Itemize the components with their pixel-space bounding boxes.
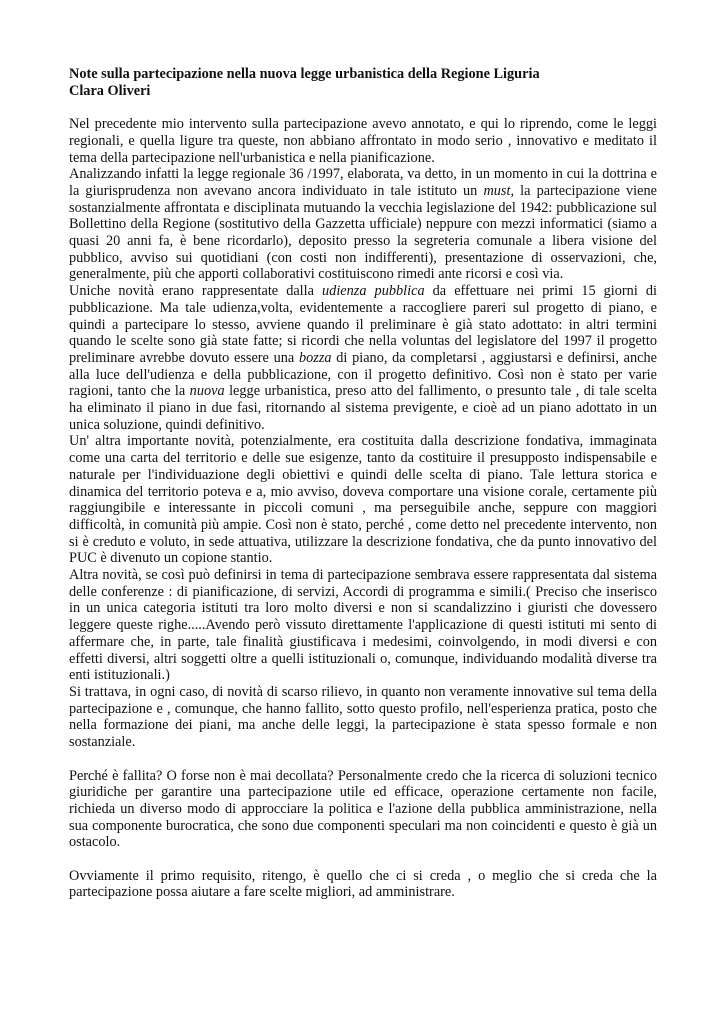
- paragraph-scarso-rilievo: Si trattava, in ogni caso, di novità di scarso rilievo, in quanto non veramente innovative sul tema della partecipazione e , comunque, che hanno fallito, sotto questo profilo, nell'esperienza pratica, posto che nella formazione dei piani, ma anche delle leggi, la partecipazione è stata spesso formale e non sostanziale.: [69, 684, 657, 751]
- emphasis-udienza-pubblica: udienza pubblica: [322, 283, 425, 300]
- paragraph-udienza: [69, 283, 657, 433]
- text-run: Uniche novità erano rappresentate dalla: [69, 283, 323, 300]
- text-run: la partecipazione viene sostanzialmente affrontata e disciplinata mutuando la vecchia legislazione del 1942: pubblicazione sul Bollettino della Regione (sostitutivo della Gazzetta ufficiale) neppure con mezzi informatici (siamo a quasi 20 anni fa, è bene ricordarlo), deposito presso la segreteria comunale a libera visione del pubblico, avviso sui quotidiani (con costi non indifferenti), presentazione di osservazioni, che, generalmente, più che apporti collaborativi costituiscono rimedi ante ricorsi e così via.: [69, 182, 657, 283]
- emphasis-nuova: nuova: [189, 383, 225, 400]
- emphasis-must: must,: [483, 182, 515, 199]
- document-author: Clara Oliveri: [69, 82, 151, 99]
- paragraph-fallita: Perché è fallita? O forse non è mai decollata? Personalmente credo che la ricerca di soluzioni tecnico giuridiche per garantire una partecipazione utile ed efficace, operazione certamente non facile, richieda un diverso modo di approcciare la politica e l'azione della pubblica amministrazione, nella sua componente burocratica, che sono due componenti speculari ma non coincidenti e questo è già un ostacolo.: [69, 767, 657, 851]
- text-run: Analizzando infatti la legge regionale 36 /1997, elaborata, va detto, in un momento in cui la dottrina e la giurisprudenza non avevano ancora individuato in tale istituto un: [69, 166, 657, 199]
- document-title: Note sulla partecipazione nella nuova legge urbanistica della Regione Liguria: [69, 66, 540, 82]
- paragraph-intro: Nel precedente mio intervento sulla partecipazione avevo annotato, e qui lo riprendo, come le leggi regionali, e quella ligure tra queste, non abbiano affrontato in modo serio , innovativo e meditato il tema della partecipazione nell'urbanistica e nella pianificazione.: [69, 116, 657, 166]
- paragraph-conferenze: Altra novità, se così può definirsi in tema di partecipazione sembrava essere rappresentata dal sistema delle conferenze : di pianificazione, di servizi, Accordi di programma e simili.( Preciso che inserisco in un unica categoria istituti tra loro molto diversi e non si scandalizzino i giuristi che dovessero leggere queste righe.....Avendo però vissuto direttamente l'applicazione di questi istituti mi sento di affermare che, in parte, tale finalità giustificava i medesimi, coinvolgendo, in modi diversi e con effetti diversi, altri soggetti oltre a quelli istituzionali o, comunque, individuando modalità diverse tra enti istituzionali.): [69, 567, 657, 684]
- paragraph-requisito: Ovviamente il primo requisito, ritengo, è quello che ci si creda , o meglio che si creda che la partecipazione possa aiutare a fare scelte migliori, ad amministrare.: [69, 867, 657, 901]
- spacer: [69, 751, 657, 768]
- spacer: [69, 99, 657, 116]
- paragraph-analysis: [69, 166, 657, 283]
- emphasis-bozza: bozza: [298, 349, 332, 366]
- spacer: [69, 851, 657, 868]
- text-run: da effettuare nei primi 15 giorni di pubblicazione. Ma tale udienza,volta, evidentemente a raccogliere pareri sul progetto di piano, e quindi a partecipare lo stesso, avviene quando il preliminare è già stato adottato: in altri termini quando le scelte sono già state fatte; si ricordi che nella voluntas del legislatore del 1997 il progetto preliminare avrebbe dovuto essere una: [69, 283, 657, 366]
- paragraph-descrizione-fondativa: Un' altra importante novità, potenzialmente, era costituita dalla descrizione fondativa, immaginata come una carta del territorio e delle sue esigenze, tanto da costituire il presupposto indispensabile e naturale per l'individuazione degli obiettivi e quindi delle scelta di piano. Tale lettura storica e dinamica del territorio poteva e a, mio avviso, doveva comportare una visione corale, certamente più raggiungibile e interessante in piccoli comuni , ma perseguibile anche, seppure con maggiori difficoltà, in comunità più ampie. Così non è stato, perché , come detto nel precedente intervento, non si è creduto e voluto, in sede attuativa, utilizzare la descrizione fondativa, che da punto innovativo del PUC è divenuto un copione stantio.: [69, 433, 657, 567]
- text-run: di piano, da completarsi , aggiustarsi e definirsi, anche alla luce dell'udienza e della pubblicazione, con il progetto definitivo. Così non è stato per varie ragioni, tanto che la: [69, 349, 657, 400]
- text-run: legge urbanistica, preso atto del fallimento, o presunto tale , di tale scelta ha eliminato il piano in due fasi, ritornando al sistema previgente, e cioè ad un piano adottato in un unica soluzione, quindi definitivo.: [69, 383, 657, 433]
